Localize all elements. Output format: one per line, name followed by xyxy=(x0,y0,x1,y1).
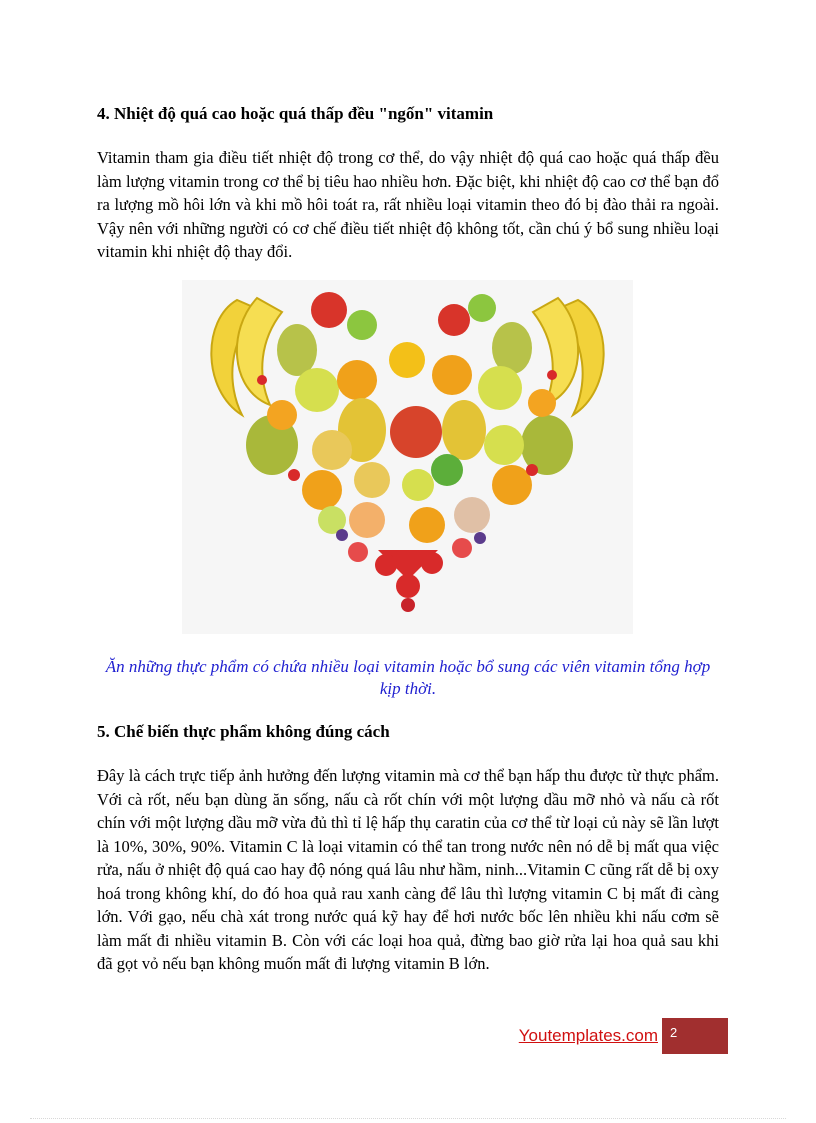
footer-website-link[interactable]: Youtemplates.com xyxy=(518,1026,658,1045)
page-number: 2 xyxy=(670,1025,678,1040)
section-4-heading: 4. Nhiệt độ quá cao hoặc quá thấp đều "ngốn" vitamin xyxy=(97,104,494,123)
image-caption: Ăn những thực phẩm có chứa nhiều loại vitamin hoặc bổ sung các viên vitamin tổng hợp kịp thời. xyxy=(105,657,711,698)
page-number-box xyxy=(662,1018,728,1054)
bottom-divider xyxy=(30,1118,786,1119)
section-4-paragraph: Vitamin tham gia điều tiết nhiệt độ trong cơ thể, do vậy nhiệt độ quá cao hoặc quá thấp đều làm lượng vitamin trong cơ thể bị tiêu hao nhiều hơn. Đặc biệt, khi nhiệt độ cao cơ thể bạn đổ ra lượng mồ hôi lớn và khi mồ hôi toát ra, rất nhiều loại vitamin theo đó bị đào thải ra ngoài. Vậy nên với những người có cơ chế điều tiết nhiệt độ không tốt, cần chú ý bổ sung nhiều loại vitamin khi nhiệt độ thay đổi. xyxy=(97,148,719,261)
fruit-heart-image xyxy=(182,280,633,634)
section-5-heading: 5. Chế biến thực phẩm không đúng cách xyxy=(97,722,390,741)
section-5-paragraph: Đây là cách trực tiếp ảnh hưởng đến lượng vitamin mà cơ thể bạn hấp thu được từ thực phẩm. Với cà rốt, nếu bạn dùng ăn sống, nấu cà rốt chín với một lượng dầu mỡ nhỏ và nấu cà rốt chín với một lượng dầu mỡ vừa đủ thì tỉ lệ hấp thụ caratin của cơ thể từ loại củ này sẽ lần lượt là 10%, 30%, 90%. Vitamin C là loại vitamin có thể tan trong nước nên nó dễ bị mất qua việc rửa, nấu ở nhiệt độ quá cao hay độ nóng quá lâu như hầm, ninh...Vitamin C cũng rất dễ bị oxy hoá trong không khí, do đó hoa quả rau xanh càng để lâu thì lượng vitamin C bị mất đi càng lớn. Với gạo, nếu chà xát trong nước quá kỹ hay để hơi nước bốc lên nhiều khi nấu cơm sẽ làm mất đi nhiều vitamin B. Còn với các loại hoa quả, đừng bao giờ rửa lại hoa quả sau khi đã gọt vỏ nếu bạn không muốn mất đi lượng vitamin B lớn. xyxy=(97,766,719,973)
